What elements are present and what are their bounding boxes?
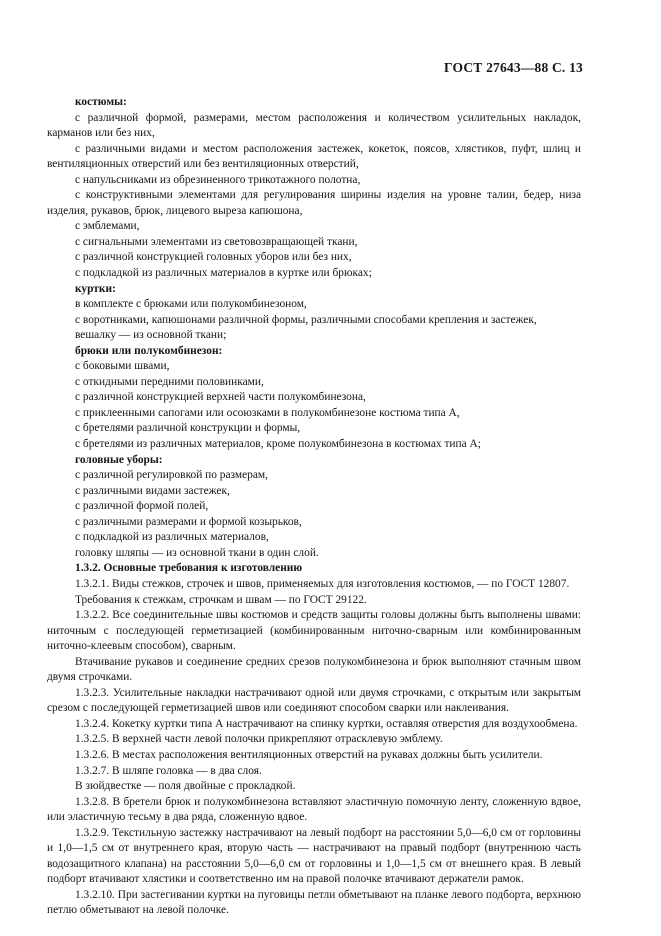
- paragraph: с боковыми швами,: [75, 360, 170, 373]
- paragraph: с приклеенными сапогами или осоюзками в полукомбинезоне костюма типа А,: [75, 406, 460, 419]
- section-heading: головные уборы:: [75, 453, 163, 466]
- paragraph: с различной формой полей,: [75, 500, 209, 513]
- paragraph: 1.3.2.2. Все соединительные швы костюмов и средств защиты головы должны быть выполнены швами: ниточным с последующей герметизацией (комбинированным ниточно-сварным или комбинированным ниточно-клеевым способом), сварным.: [47, 609, 581, 653]
- paragraph: Требования к стежкам, строчкам и швам — по ГОСТ 29122.: [75, 593, 367, 606]
- paragraph: с подкладкой из различных материалов,: [75, 531, 269, 544]
- paragraph: 1.3.2.7. В шляпе головка — в два слоя.: [75, 764, 262, 777]
- paragraph: 1.3.2.9. Текстильную застежку настрачивают на левый подборт на расстоянии 5,0—6,0 см от горловины и 1,0—1,5 см от внутреннего края, вторую часть — настрачивают на правый подборт (внутреннюю часть водозащитного клапана) на расстоянии 5,0—6,0 см от горловины и 1,0—1,5 см от внешнего края. В левый подборт втачивают хлястики и соответственно им на правой полочке втачивают держатели рамок.: [47, 826, 581, 886]
- paragraph: Втачивание рукавов и соединение средних срезов полукомбинезона и брюк выполняют стачным швом двумя строчками.: [47, 655, 581, 684]
- paragraph: в комплекте с брюками или полукомбинезоном,: [75, 298, 307, 311]
- paragraph: с различной конструкцией головных уборов или без них,: [75, 251, 352, 264]
- paragraph: с бретелями различной конструкции и формы,: [75, 422, 301, 435]
- paragraph: вешалку — из основной ткани;: [75, 329, 227, 342]
- paragraph: с различными видами и местом расположения застежек, кокеток, поясов, хлястиков, пуфт, шлиц и вентиляционных отверстий или без вентиляционных отверстий,: [47, 142, 581, 171]
- paragraph: с конструктивными элементами для регулирования ширины изделия на уровне талии, бедер, низа изделия, рукавов, брюк, лицевого выреза капюшона,: [47, 189, 581, 217]
- paragraph: 1.3.2.1. Виды стежков, строчек и швов, применяемых для изготовления костюмов, — по ГОСТ 12807.: [75, 577, 570, 590]
- paragraph: с откидными передними половинками,: [75, 375, 264, 388]
- paragraph: 1.3.2.8. В бретели брюк и полукомбинезона вставляют эластичную помочную ленту, сложенную вдвое, или эластичную тесьму в два ряда, сложенную вдвое.: [47, 795, 581, 824]
- paragraph: 1.3.2.10. При застегивании куртки на пуговицы петли обметывают на планке левого подборта, верхнюю петлю обметывают на левой полочке.: [47, 888, 581, 917]
- document-body: [47, 95, 581, 919]
- paragraph: с эмблемами,: [75, 220, 140, 233]
- paragraph: с различной формой, размерами, местом расположения и количеством усилительных накладок, карманов или без них,: [47, 111, 581, 140]
- paragraph: с напульсниками из обрезиненного трикотажного полотна,: [75, 173, 361, 186]
- paragraph: с бретелями из различных материалов, кроме полукомбинезона в костюмах типа А;: [75, 438, 481, 451]
- paragraph: с различной регулировкой по размерам,: [75, 469, 268, 482]
- paragraph: с подкладкой из различных материалов в куртке или брюках;: [75, 267, 372, 280]
- paragraph: 1.3.2.4. Кокетку куртки типа А настрачивают на спинку куртки, оставляя отверстия для воздухообмена.: [75, 717, 578, 730]
- paragraph: с различной конструкцией верхней части полукомбинезона,: [75, 391, 366, 404]
- section-heading: костюмы:: [75, 96, 127, 108]
- paragraph: головку шляпы — из основной ткани в один слой.: [75, 546, 319, 559]
- paragraph: с воротниками, капюшонами различной формы, различными способами крепления и застежек,: [75, 313, 537, 326]
- paragraph: В зюйдвестке — поля двойные с прокладкой.: [75, 780, 296, 793]
- paragraph: 1.3.2.5. В верхней части левой полочки прикрепляют отрасклевую эмблему.: [75, 733, 443, 746]
- section-heading: куртки:: [75, 282, 116, 295]
- paragraph: с различными видами застежек,: [75, 484, 230, 497]
- page-header: ГОСТ 27643—88 С. 13: [444, 60, 583, 75]
- section-heading: брюки или полукомбинезон:: [75, 344, 223, 357]
- paragraph: с различными размерами и формой козырьков,: [75, 515, 302, 528]
- section-heading: 1.3.2. Основные требования к изготовлению: [75, 562, 303, 575]
- paragraph: 1.3.2.6. В местах расположения вентиляционных отверстий на рукавах должны быть усилители.: [75, 748, 543, 761]
- paragraph: с сигнальными элементами из световозвращающей ткани,: [75, 235, 358, 248]
- paragraph: 1.3.2.3. Усилительные накладки настрачивают одной или двумя строчками, с открытым или закрытым срезом с последующей герметизацией швов или соединяют способом сварки или наклеивания.: [47, 686, 581, 715]
